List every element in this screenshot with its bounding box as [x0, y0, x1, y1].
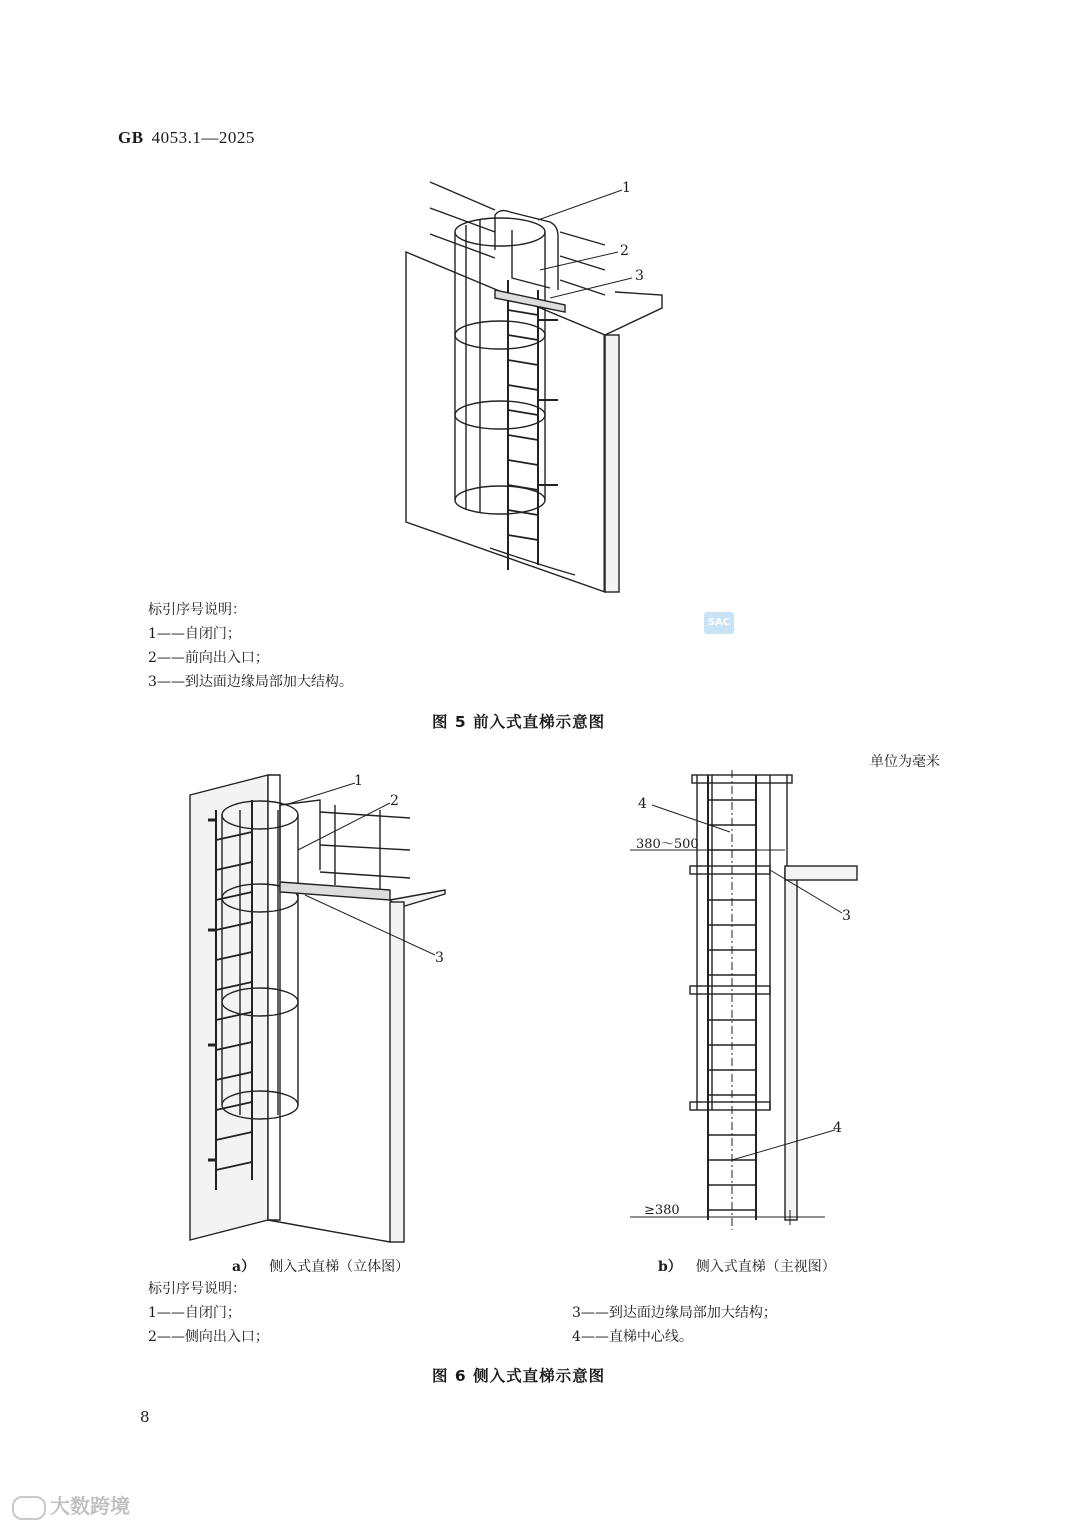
fig6-legend-item-1: 1——自闭门； [148, 1305, 241, 1321]
fig5-legend-item-2: 2——前向出入口； [148, 650, 269, 666]
fig6-legend-left [148, 1277, 269, 1349]
watermark-logo-icon [12, 1496, 46, 1520]
fig5-legend-item-1: 1——自闭门； [148, 626, 241, 642]
units-note: 单位为毫米 [870, 754, 940, 770]
fig6a-subcaption: a） 侧入式直梯（立体图） [232, 1259, 410, 1275]
fig6-legend-title: 标引序号说明： [148, 1281, 246, 1297]
fig6b-callout-3: 3 [842, 908, 851, 924]
fig6-legend-item-4: 4——直梯中心线。 [572, 1329, 693, 1345]
fig5-legend [148, 598, 353, 694]
fig6-legend-item-3: 3——到达面边缘局部加大结构； [572, 1305, 777, 1321]
fig5-callout-2: 2 [620, 243, 629, 259]
standard-id [118, 128, 255, 148]
figure6a-drawing [180, 770, 480, 1250]
standard-number: 4053.1—2025 [151, 128, 255, 147]
fig6-caption: 图 6 侧入式直梯示意图 [432, 1367, 606, 1385]
fig6b-subcaption: b） 侧入式直梯（主视图） [658, 1259, 836, 1275]
fig5-wall [406, 252, 605, 592]
fig6-legend-item-2: 2——侧向出入口； [148, 1329, 269, 1345]
fig5-legend-item-3: 3——到达面边缘局部加大结构。 [148, 674, 353, 690]
fig6a-callout-2: 2 [390, 793, 399, 809]
fig5-caption: 图 5 前入式直梯示意图 [432, 713, 606, 731]
fig6b-callout-4-top: 4 [638, 796, 647, 812]
fig6-legend-right [572, 1301, 777, 1349]
figure5-drawing [400, 170, 680, 600]
fig5-callout-3: 3 [635, 268, 644, 284]
fig6b-callout-4-bottom: 4 [833, 1120, 842, 1136]
fig6b-dim-bottom: ≥380 [644, 1203, 680, 1218]
sac-logo: SAC [704, 612, 734, 634]
page-number: 8 [140, 1408, 150, 1426]
fig5-legend-title: 标引序号说明： [148, 602, 246, 618]
fig6a-callout-3: 3 [435, 950, 444, 966]
figure6b-drawing [630, 770, 870, 1250]
standard-code: GB [118, 128, 144, 147]
fig6b-dim-top: 380～500 [636, 837, 699, 852]
fig6a-callout-1: 1 [354, 773, 363, 789]
watermark: 大数跨境 [12, 1490, 130, 1520]
fig5-callout-1: 1 [622, 180, 631, 196]
